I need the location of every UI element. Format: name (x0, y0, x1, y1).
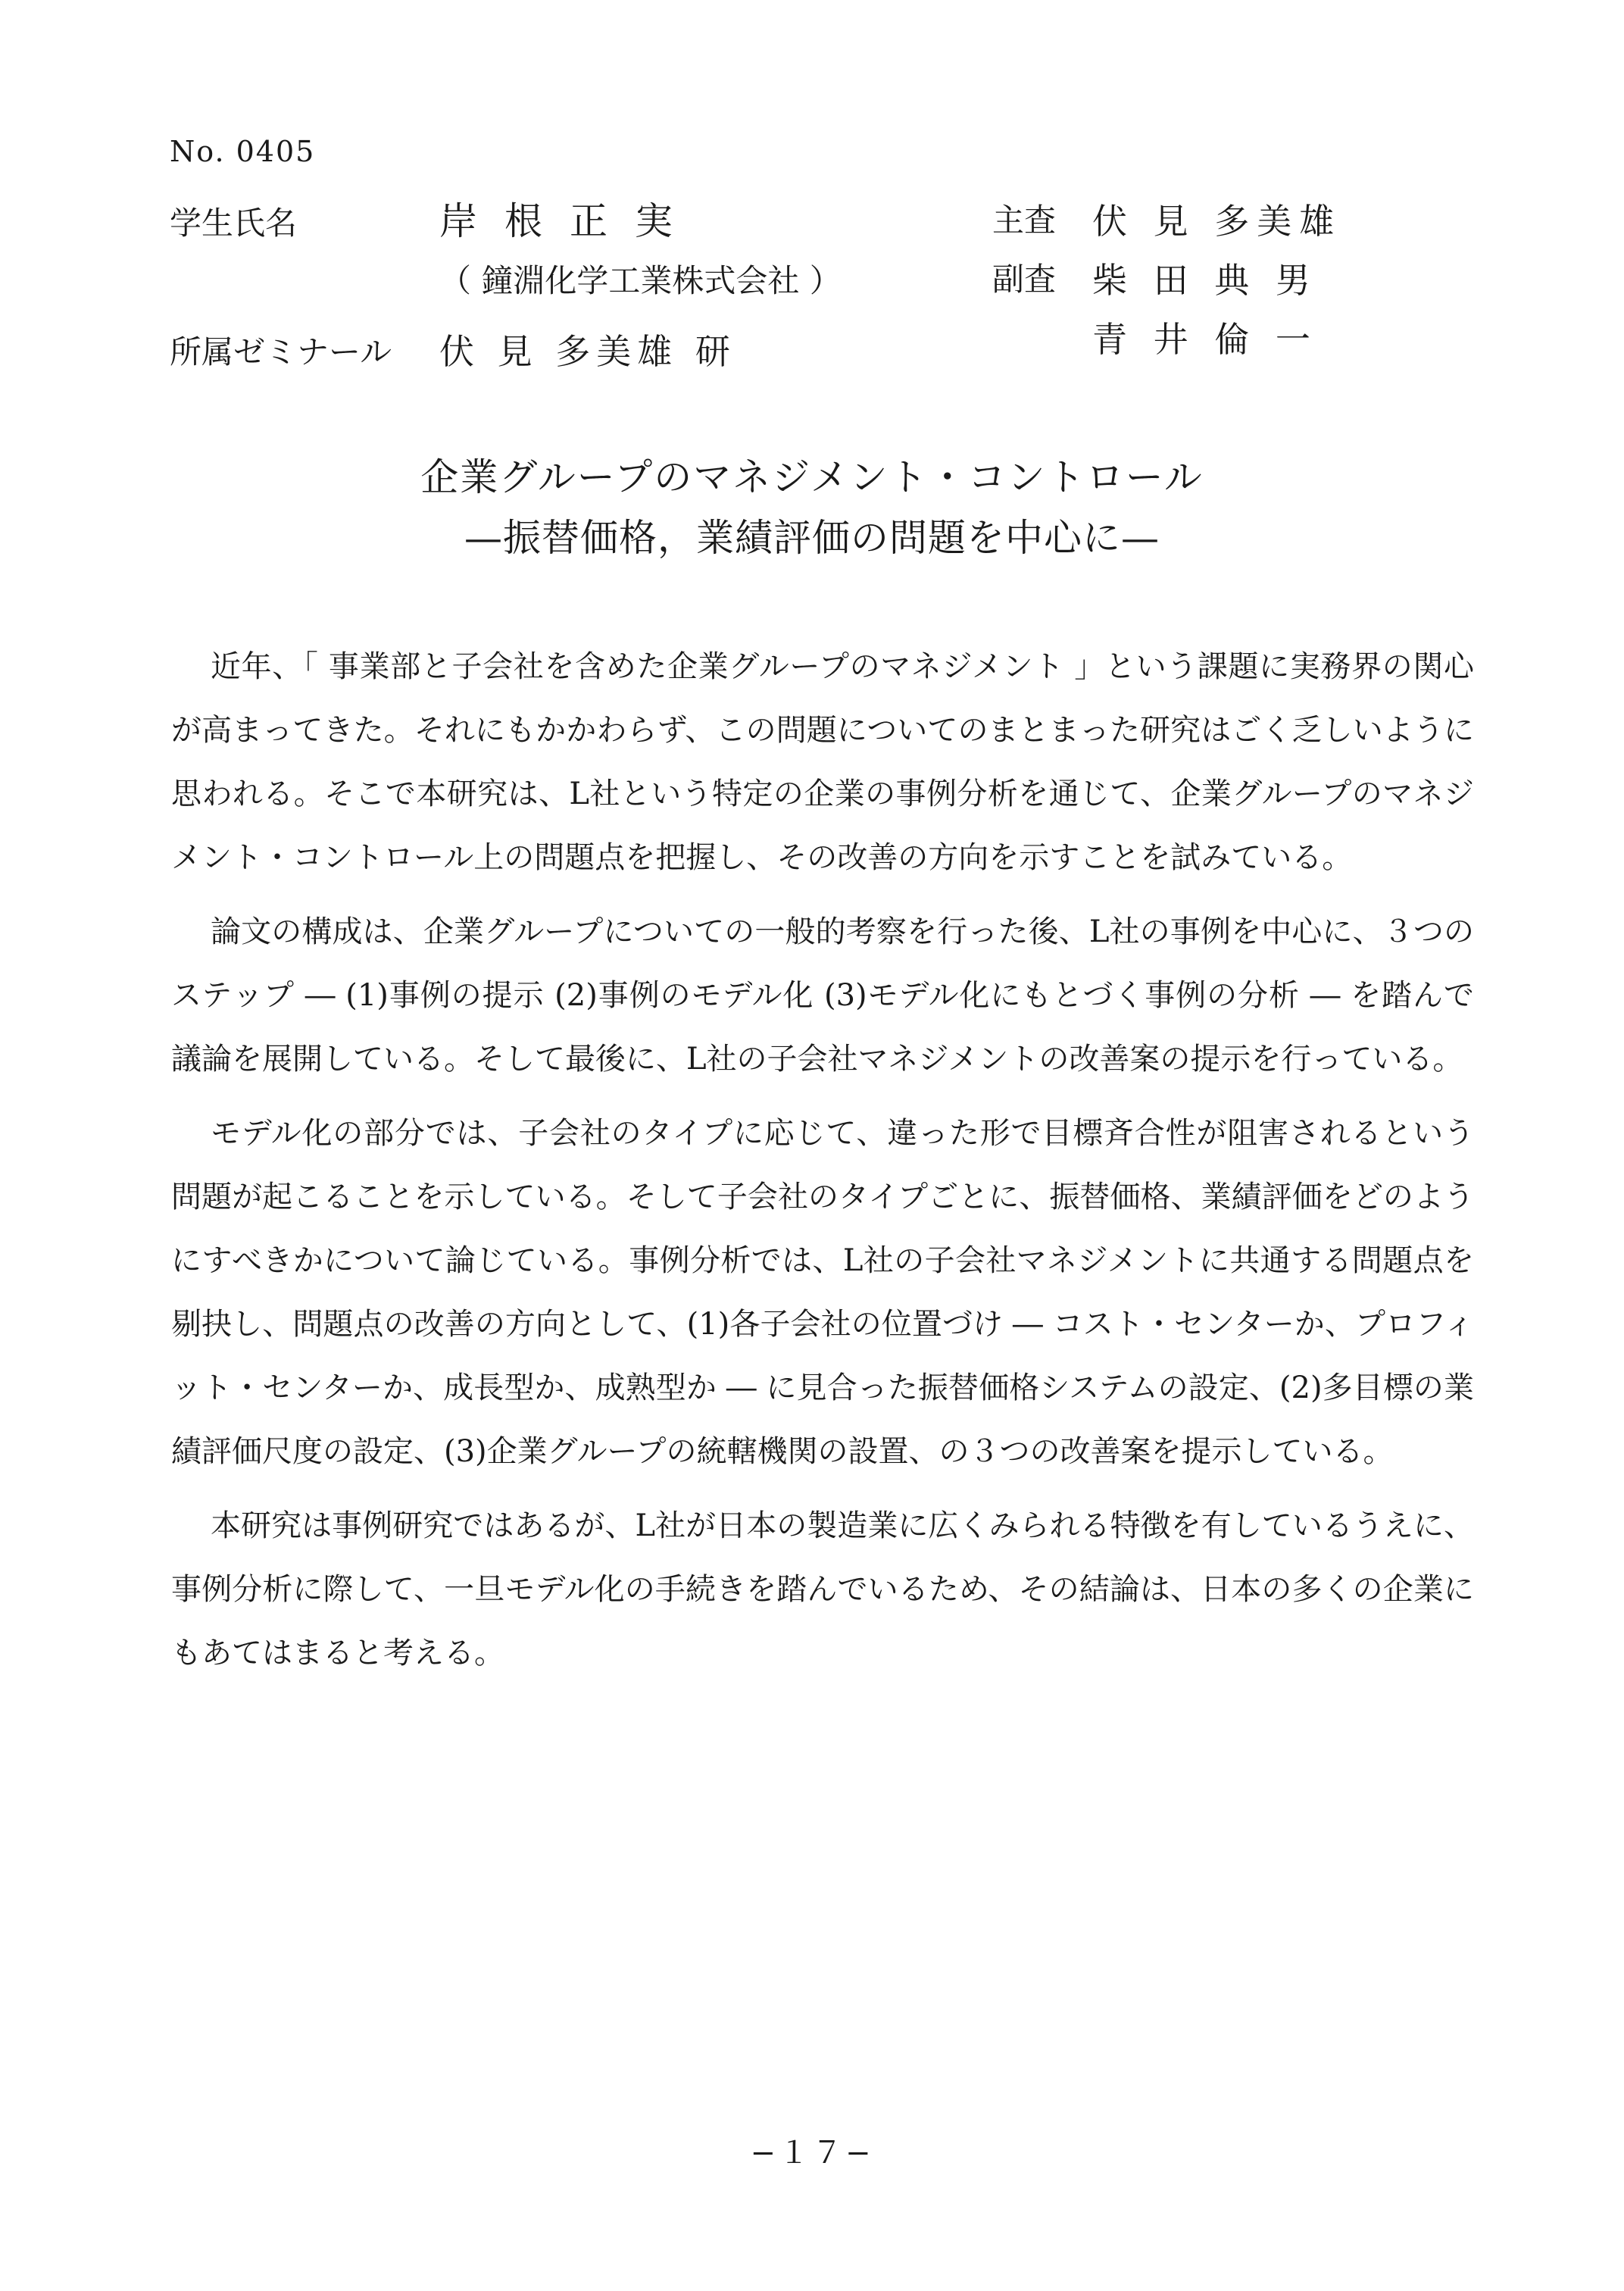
document-number: No. 0405 (170, 135, 316, 168)
page-number: −１７− (750, 2136, 874, 2171)
student-company: （ 鐘淵化学工業株式会社 ） (439, 262, 842, 299)
thesis-title: 企業グループのマネジメント・コントロール (420, 455, 1204, 499)
chief-examiner: 伏 見 多美雄 (1092, 201, 1342, 242)
chief-examiner-label: 主査 (992, 202, 1057, 239)
student-name: 岸根正実 (439, 199, 700, 243)
sub-examiner-2: 青 井 倫 一 (1092, 319, 1318, 360)
abstract-paragraph: モデル化の部分では、子会社のタイプに応じて、違った形で目標斉合性が阻害されるという問題が起こることを示している。そして子会社のタイプごとに、振替価格、業績評価をどのようにすべきかについて論じている。事例分析では、L社の子会社マネジメントに共通する問題点を剔抉し、問題点の改善の方向として、(1)各子会社の位置づけ ― コスト・センターか、プロフィット・センターか、成長型か、成熟型か ― に見合った振替価格システムの設定、(2)多目標の業績評価尺度の設定、(3)企業グループの統轄機関の設置、の３つの改善案を提示している。 (171, 1116, 1474, 1469)
abstract-paragraph: 近年、「 事業部と子会社を含めた企業グループのマネジメント 」という課題に実務界の関心が高まってきた。それにもかかわらず、この問題についてのまとまった研究はごく乏しいように思われる。そこで本研究は、L社という特定の企業の事例分析を通じて、企業グループのマネジメント・コントロール上の問題点を把握し、その改善の方向を示すことを試みている。 (171, 649, 1474, 875)
thesis-subtitle: —振替価格，業績評価の問題を中心に— (464, 516, 1160, 560)
abstract-paragraph: 本研究は事例研究ではあるが、L社が日本の製造業に広くみられる特徴を有しているうえに、事例分析に際して、一旦モデル化の手続きを踏んでいるため、その結論は、日本の多くの企業にもあてはまると考える。 (171, 1508, 1474, 1671)
abstract-paragraph: 論文の構成は、企業グループについての一般的考察を行った後、L社の事例を中心に、３つのステップ ― (1)事例の提示 (2)事例のモデル化 (3)モデル化にもとづく事例の分析 ― を踏んで議論を展開している。そして最後に、L社の子会社マネジメントの改善案の提示を行っている。 (171, 914, 1474, 1077)
student-name-label: 学生氏名 (170, 205, 298, 242)
seminar-value: 伏 見 多美雄 研 (439, 331, 736, 372)
sub-examiner-label: 副査 (992, 261, 1057, 298)
sub-examiner-1: 柴 田 典 男 (1092, 260, 1318, 301)
abstract-body (171, 635, 1474, 1696)
seminar-label: 所属ゼミナール (170, 333, 392, 370)
